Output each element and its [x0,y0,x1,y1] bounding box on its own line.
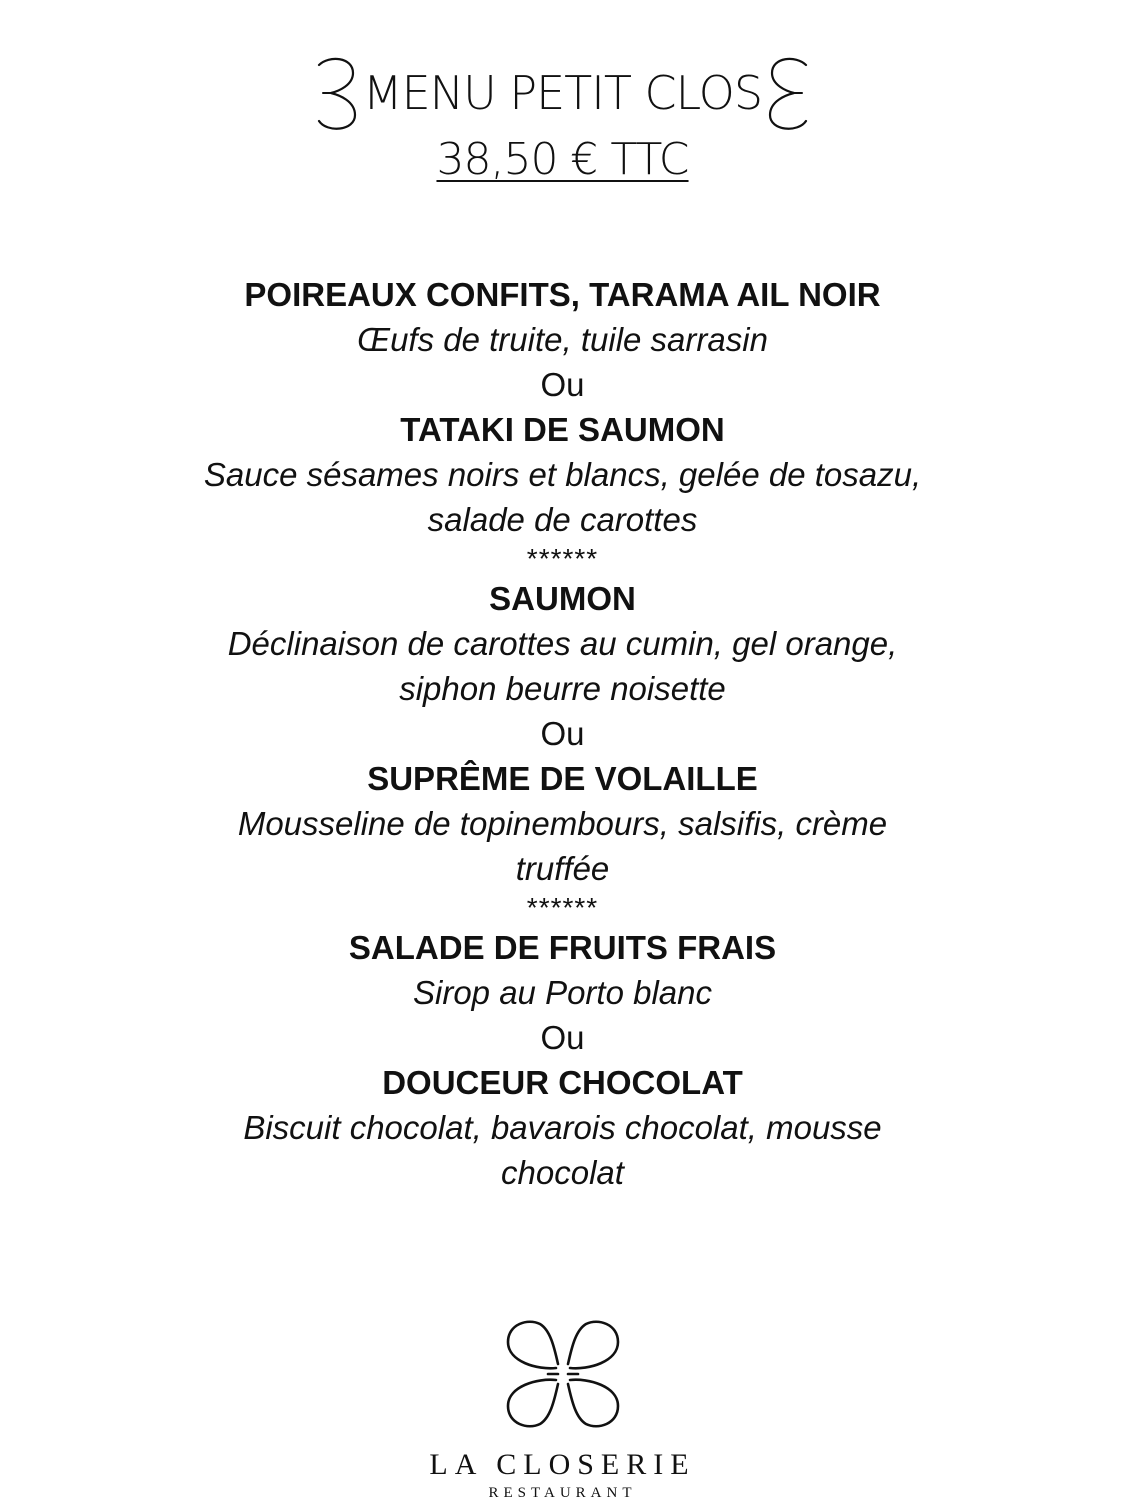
course-separator: ****** [526,892,599,923]
starter-2-description-line-1: Sauce sésames noirs et blancs, gelée de tosazu, [203,456,922,493]
title-row [0,48,1125,138]
starter-2-name: TATAKI DE SAUMON [400,411,725,448]
main-2-description-line-2: truffée [515,850,610,887]
or-separator: Ou [540,715,585,752]
dessert-1-name: SALADE DE FRUITS FRAIS [348,929,777,966]
course-separator: ****** [526,543,599,574]
dessert-2-name: DOUCEUR CHOCOLAT [382,1064,743,1101]
menu-price: 38,50 € TTC [436,134,689,185]
four-leaf-clover-icon [498,1312,628,1436]
restaurant-logo [0,1312,1125,1501]
main-2-name: SUPRÊME DE VOLAILLE [367,760,758,797]
main-2-description-line-1: Mousseline de topinembours, salsifis, crème [237,805,888,842]
dessert-1-description: Sirop au Porto blanc [412,974,712,1011]
or-separator: Ou [540,1019,585,1056]
dessert-2-description-line-2: chocolat [501,1154,624,1191]
starter-1-description: Œufs de truite, tuile sarrasin [357,321,768,358]
main-1-description-line-2: siphon beurre noisette [399,670,726,707]
main-1-name: SAUMON [489,580,636,617]
dessert-2-description-line-1: Biscuit chocolat, bavarois chocolat, mousse [243,1109,882,1146]
starter-2-description-line-2: salade de carottes [427,501,698,538]
right-ornament-icon [764,53,812,133]
left-ornament-icon [313,53,361,133]
main-1-description-line-1: Déclinaison de carottes au cumin, gel orange, [227,625,898,662]
restaurant-name: LA CLOSERIE [429,1448,696,1481]
menu-header [0,48,1125,187]
or-separator: Ou [540,366,585,403]
restaurant-subtitle: RESTAURANT [488,1485,637,1501]
menu-title: MENU PETIT CLOS [362,66,763,120]
starter-1-name: POIREAUX CONFITS, TARAMA AIL NOIR [244,276,881,313]
menu-body [0,272,1125,1195]
